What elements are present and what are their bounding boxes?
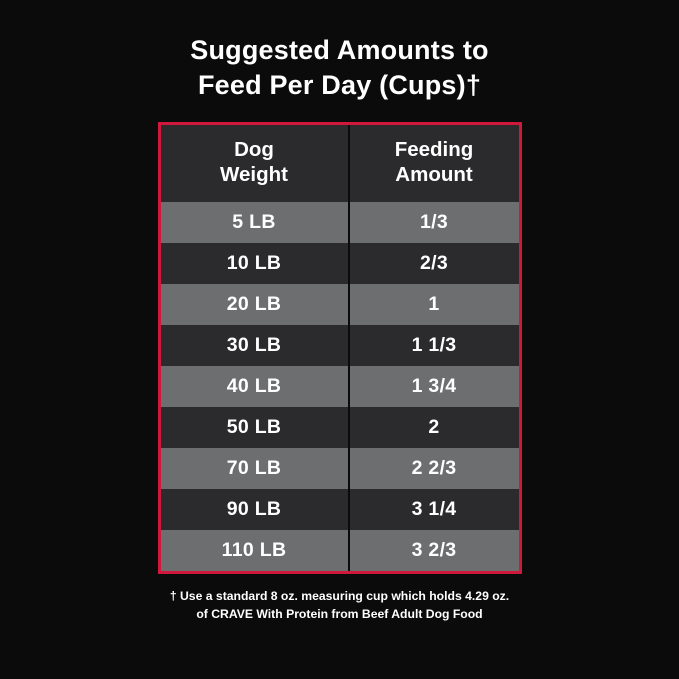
cell-dog-weight: 50 LB [161, 407, 349, 448]
footnote-line-1: † Use a standard 8 oz. measuring cup which holds 4.29 oz. [169, 589, 510, 604]
table-row [161, 448, 519, 489]
cell-dog-weight: 30 LB [161, 325, 349, 366]
cell-dog-weight: 40 LB [161, 366, 349, 407]
feeding-table [161, 125, 519, 571]
cell-dog-weight: 70 LB [161, 448, 349, 489]
cell-feeding-amount: 2/3 [349, 243, 519, 284]
cell-dog-weight: 20 LB [161, 284, 349, 325]
cell-feeding-amount: 1 3/4 [349, 366, 519, 407]
column-header-dog-weight-line-2: Weight [220, 162, 288, 186]
feeding-table-container [158, 122, 522, 574]
page-title-line-2: Feed Per Day (Cups)† [197, 69, 482, 100]
table-row [161, 366, 519, 407]
table-row [161, 202, 519, 243]
cell-dog-weight: 90 LB [161, 489, 349, 530]
page-title [190, 33, 489, 102]
footnote [170, 588, 509, 623]
cell-dog-weight: 10 LB [161, 243, 349, 284]
table-row [161, 243, 519, 284]
cell-dog-weight: 5 LB [161, 202, 349, 243]
cell-feeding-amount: 1 1/3 [349, 325, 519, 366]
page-title-line-1: Suggested Amounts to [190, 35, 489, 65]
table-header [161, 125, 519, 202]
cell-feeding-amount: 3 1/4 [349, 489, 519, 530]
table-body [161, 202, 519, 571]
cell-feeding-amount: 2 2/3 [349, 448, 519, 489]
table-row [161, 489, 519, 530]
footnote-line-2: of CRAVE With Protein from Beef Adult Dog Food [196, 606, 483, 621]
column-header-feeding-amount [349, 125, 519, 202]
cell-dog-weight: 110 LB [161, 530, 349, 571]
cell-feeding-amount: 2 [349, 407, 519, 448]
table-row [161, 407, 519, 448]
table-row [161, 284, 519, 325]
table-row [161, 530, 519, 571]
cell-feeding-amount: 1/3 [349, 202, 519, 243]
cell-feeding-amount: 1 [349, 284, 519, 325]
table-header-row [161, 125, 519, 202]
table-row [161, 325, 519, 366]
cell-feeding-amount: 3 2/3 [349, 530, 519, 571]
column-header-feeding-amount-line-1: Feeding [394, 138, 474, 162]
column-header-feeding-amount-line-2: Amount [395, 162, 473, 186]
column-header-dog-weight [161, 125, 349, 202]
column-header-dog-weight-line-1: Dog [234, 138, 274, 162]
